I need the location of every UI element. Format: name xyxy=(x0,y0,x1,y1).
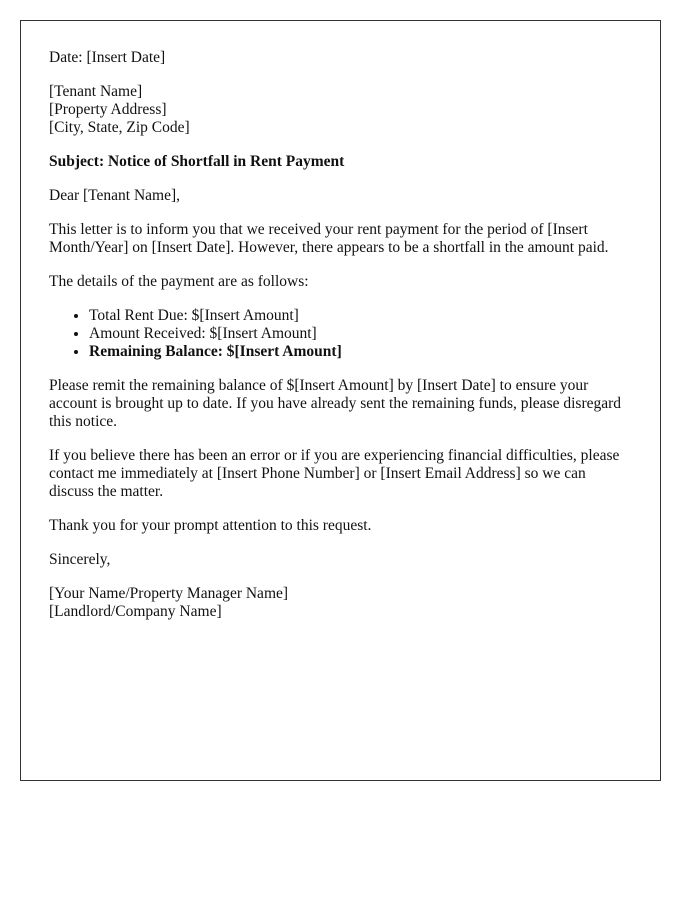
list-item-amount-received: • Amount Received: $[Insert Amount] xyxy=(89,325,632,343)
list-item-total-rent-due: • Total Rent Due: $[Insert Amount] xyxy=(89,307,632,325)
details-intro-paragraph: The details of the payment are as follows: xyxy=(49,273,309,290)
recipient-address-block xyxy=(49,83,632,137)
recipient-name: [Tenant Name] xyxy=(49,83,143,100)
letter-document xyxy=(20,20,661,781)
closing: Sincerely, xyxy=(49,551,111,568)
thanks-paragraph: Thank you for your prompt attention to this request. xyxy=(49,517,372,534)
signature-name: [Your Name/Property Manager Name] xyxy=(49,585,289,602)
signature-block xyxy=(49,585,632,621)
list-item-remaining-balance: • Remaining Balance: $[Insert Amount] xyxy=(89,343,632,361)
recipient-property-address: [Property Address] xyxy=(49,101,167,118)
date-line: Date: [Insert Date] xyxy=(49,49,166,66)
remit-paragraph: Please remit the remaining balance of $[Insert Amount] by [Insert Date] to ensure your account is brought up to date. If you have already sent the remaining funds, please disregard this notice. xyxy=(49,377,622,430)
intro-paragraph: This letter is to inform you that we received your rent payment for the period of [Insert Month/Year] on [Insert Date]. However, there appears to be a shortfall in the amount paid. xyxy=(49,221,609,256)
contact-paragraph: If you believe there has been an error or if you are experiencing financial difficulties, please contact me immediately at [Insert Phone Number] or [Insert Email Address] so we can discuss the matter. xyxy=(49,447,620,500)
subject-line: Subject: Notice of Shortfall in Rent Payment xyxy=(49,153,345,170)
payment-details-list xyxy=(49,307,632,361)
signature-company: [Landlord/Company Name] xyxy=(49,603,222,620)
recipient-city-state-zip: [City, State, Zip Code] xyxy=(49,119,190,136)
salutation: Dear [Tenant Name], xyxy=(49,187,181,204)
